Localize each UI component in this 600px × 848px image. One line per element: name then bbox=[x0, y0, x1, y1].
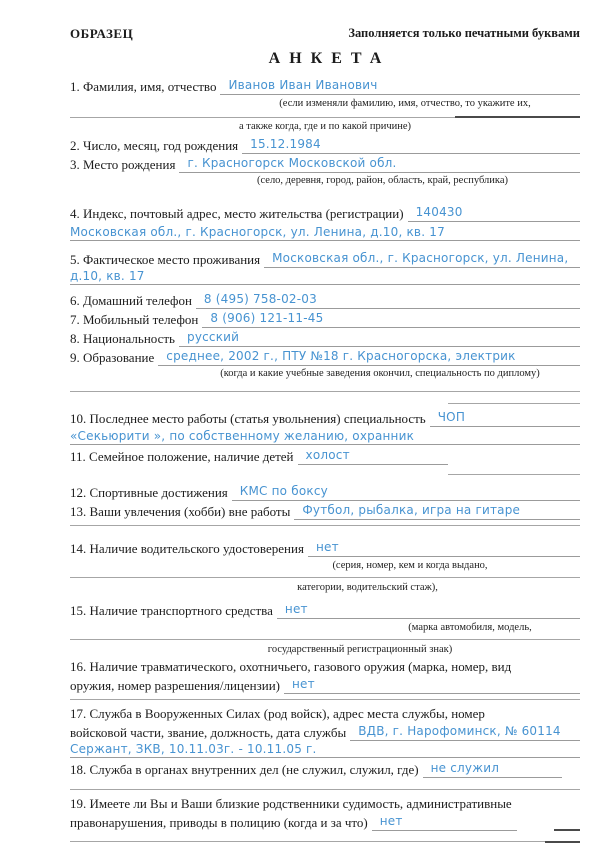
field-15-note-1: (марка автомобиля, модель, bbox=[408, 622, 532, 633]
field-1-line bbox=[220, 76, 580, 95]
field-15-value: нет bbox=[284, 602, 308, 616]
ruled-line bbox=[70, 841, 580, 842]
field-4-continuation bbox=[70, 224, 580, 241]
field-15-label: 15. Наличие транспортного средства bbox=[70, 603, 273, 618]
field-2-value: 15.12.1984 bbox=[250, 137, 321, 151]
field-1-value: Иванов Иван Иванович bbox=[228, 78, 378, 92]
field-3-line bbox=[179, 154, 580, 173]
field-9-label: 9. Образование bbox=[70, 350, 155, 365]
field-13-value: Футбол, рыбалка, игра на гитаре bbox=[302, 503, 521, 517]
field-17-line bbox=[350, 722, 580, 741]
field-8-line bbox=[179, 328, 580, 347]
field-6-line bbox=[196, 290, 580, 309]
ruled-line bbox=[70, 789, 580, 790]
field-14 bbox=[70, 538, 580, 557]
field-13-line bbox=[294, 501, 580, 520]
field-18 bbox=[70, 759, 580, 778]
field-9-note: (когда и какие учебные заведения окончил, специальность по диплому) bbox=[220, 368, 540, 379]
field-5-value-2: д.10, кв. 17 bbox=[70, 269, 145, 283]
field-17-label-2: войсковой части, звание, должность, дата службы bbox=[70, 725, 347, 740]
field-5-continuation bbox=[70, 268, 580, 285]
field-1-label: 1. Фамилия, имя, отчество bbox=[70, 79, 217, 94]
ruled-line bbox=[70, 525, 580, 526]
field-9-line bbox=[158, 347, 580, 366]
field-5-line bbox=[264, 249, 580, 268]
ruled-line bbox=[70, 639, 580, 640]
ruled-line bbox=[70, 577, 580, 578]
field-13 bbox=[70, 501, 580, 520]
field-17 bbox=[70, 706, 580, 722]
field-17-line-2 bbox=[70, 722, 580, 741]
field-19-label-1: 19. Имеете ли Вы и Ваши близкие родственники судимость, административные bbox=[70, 796, 512, 811]
field-16-label-1: 16. Наличие травматического, охотничьего, газового оружия (марка, номер, вид bbox=[70, 659, 512, 674]
field-3-label: 3. Место рождения bbox=[70, 157, 176, 172]
field-12-label: 12. Спортивные достижения bbox=[70, 485, 228, 500]
field-14-label: 14. Наличие водительского удостоверения bbox=[70, 541, 304, 556]
field-10 bbox=[70, 408, 580, 427]
field-4-label: 4. Индекс, почтовый адрес, место жительства (регистрации) bbox=[70, 206, 404, 221]
field-2 bbox=[70, 135, 580, 154]
field-3-value: г. Красногорск Московской обл. bbox=[187, 156, 397, 170]
field-7-line bbox=[202, 309, 580, 328]
field-6-label: 6. Домашний телефон bbox=[70, 293, 192, 308]
field-17-label-1: 17. Служба в Вооруженных Силах (род войск), адрес места службы, номер bbox=[70, 706, 485, 721]
field-11-value: холост bbox=[305, 448, 350, 462]
sample-label: ОБРАЗЕЦ bbox=[70, 26, 134, 41]
field-4-value-2: Московская обл., г. Красногорск, ул. Ленина, д.10, кв. 17 bbox=[70, 225, 445, 239]
field-2-label: 2. Число, месяц, год рождения bbox=[70, 138, 239, 153]
field-10-continuation bbox=[70, 428, 580, 445]
field-16-line-2 bbox=[70, 675, 580, 694]
field-8-label: 8. Национальность bbox=[70, 331, 175, 346]
field-10-value-2: «Секьюрити », по собственному желанию, охранник bbox=[70, 429, 415, 443]
field-18-label: 18. Служба в органах внутренних дел (не служил, служил, где) bbox=[70, 762, 419, 777]
form-title: АНКЕТА bbox=[268, 50, 391, 67]
field-19-line-2 bbox=[70, 812, 580, 831]
ruled-line-light bbox=[70, 117, 455, 118]
field-7-label: 7. Мобильный телефон bbox=[70, 312, 199, 327]
field-10-label: 10. Последнее место работы (статья увольнения) специальность bbox=[70, 411, 426, 426]
field-16-label-2: оружия, номер разрешения/лицензии) bbox=[70, 678, 280, 693]
field-12-line bbox=[232, 482, 580, 501]
ruled-line-right bbox=[448, 403, 580, 404]
field-4-line bbox=[408, 203, 580, 222]
field-3 bbox=[70, 154, 580, 173]
field-5 bbox=[70, 249, 580, 268]
ruled-line-dark bbox=[455, 116, 580, 118]
field-14-note-1: (серия, номер, кем и когда выдано, bbox=[332, 560, 488, 571]
field-7 bbox=[70, 309, 580, 328]
field-11-line bbox=[298, 446, 448, 465]
field-11-label: 11. Семейное положение, наличие детей bbox=[70, 449, 294, 464]
field-16-value: нет bbox=[292, 677, 315, 691]
field-2-line bbox=[242, 135, 580, 154]
field-16 bbox=[70, 659, 580, 675]
field-9-value: среднее, 2002 г., ПТУ №18 г. Красногорска, электрик bbox=[166, 349, 516, 363]
field-17-value: ВДВ, г. Нарофоминск, № 60114 bbox=[358, 724, 561, 738]
field-1-note-2: а также когда, где и по какой причине) bbox=[239, 121, 411, 132]
ruled-line bbox=[70, 391, 580, 392]
field-6-value: 8 (495) 758-02-03 bbox=[203, 292, 317, 306]
field-15-line bbox=[277, 600, 580, 619]
field-19-label-2: правонарушения, приводы в полицию (когда и за что) bbox=[70, 815, 368, 830]
field-7-value: 8 (906) 121-11-45 bbox=[210, 311, 324, 325]
field-8-value: русский bbox=[187, 330, 240, 344]
ruled-line-dark bbox=[554, 829, 580, 831]
ruled-line-right bbox=[448, 474, 580, 475]
field-9 bbox=[70, 347, 580, 366]
field-19-value: нет bbox=[379, 814, 403, 828]
field-13-label: 13. Ваши увлечения (хобби) вне работы bbox=[70, 504, 291, 519]
field-18-line bbox=[423, 759, 562, 778]
field-19 bbox=[70, 796, 580, 812]
page-header bbox=[70, 26, 580, 42]
ruled-line bbox=[70, 699, 580, 700]
field-16-line bbox=[284, 675, 580, 694]
field-19-line bbox=[372, 812, 517, 831]
field-14-line bbox=[308, 538, 580, 557]
field-1 bbox=[70, 76, 580, 95]
field-15-note-2: государственный регистрационный знак) bbox=[267, 644, 453, 655]
field-14-value: нет bbox=[315, 540, 339, 554]
field-14-note-2: категории, водительский стаж), bbox=[297, 582, 438, 593]
field-5-label: 5. Фактическое место проживания bbox=[70, 252, 261, 267]
field-6 bbox=[70, 290, 580, 309]
field-5-value: Московская обл., г. Красногорск, ул. Ленина, bbox=[272, 251, 569, 265]
field-4 bbox=[70, 203, 580, 222]
field-10-line bbox=[430, 408, 580, 427]
field-15 bbox=[70, 600, 580, 619]
field-3-note: (село, деревня, город, район, область, край, республика) bbox=[257, 175, 508, 186]
field-17-continuation bbox=[70, 741, 580, 758]
fill-instruction: Заполняется только печатными буквами bbox=[348, 26, 580, 40]
field-17-value-2: Сержант, ЗКВ, 10.11.03г. - 10.11.05 г. bbox=[70, 742, 317, 756]
field-12 bbox=[70, 482, 580, 501]
field-1-note-1: (если изменяли фамилию, имя, отчество, то укажите их, bbox=[279, 98, 531, 109]
field-12-value: КМС по боксу bbox=[239, 484, 328, 498]
field-8 bbox=[70, 328, 580, 347]
field-10-value: ЧОП bbox=[437, 410, 466, 424]
field-18-value: не служил bbox=[430, 761, 500, 775]
field-11 bbox=[70, 446, 580, 465]
field-4-value: 140430 bbox=[415, 205, 463, 219]
